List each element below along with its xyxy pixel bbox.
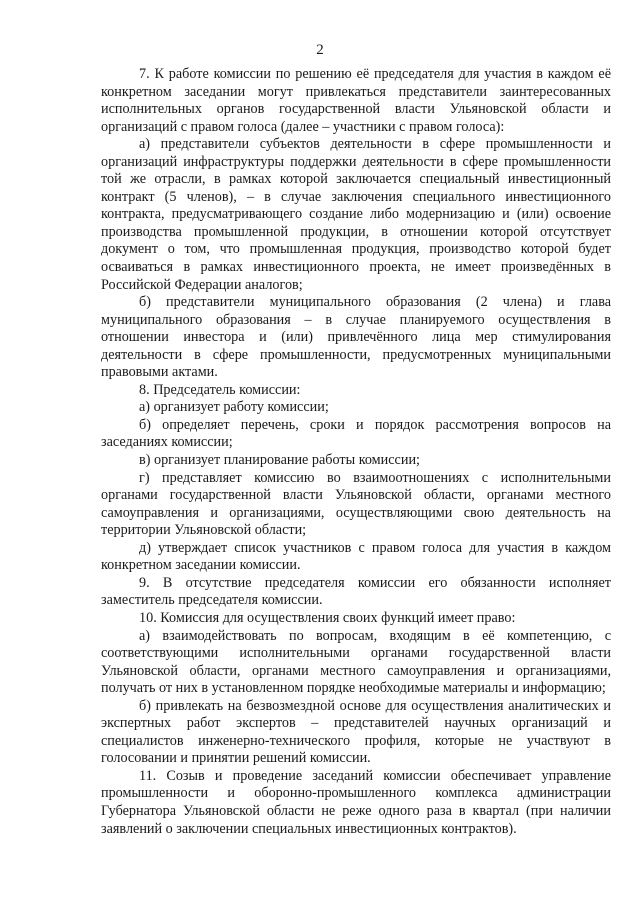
paragraph-7b: б) представители муниципального образования (2 члена) и глава муниципального образования – в случае планируемого осуществления в отношении инвестора и (или) привлечённого лица мер стимулирования деятельности в сфере промышленности, предусмотренных муниципальными правовыми актами. [101,294,611,381]
paragraph-9: 9. В отсутствие председателя комиссии его обязанности исполняет заместитель председателя комиссии. [101,574,611,609]
paragraph-8d: г) представляет комиссию во взаимоотношениях с исполнительными органами государственной власти Ульяновской области, органами местного самоуправления и организациями, осуществляющими свою деятельность на территории Ульяновской области; [101,469,611,539]
paragraph-8e: д) утверждает список участников с правом голоса для участия в каждом конкретном заседании комиссии. [101,539,611,574]
paragraph-8c: в) организует планирование работы комиссии; [139,452,420,469]
paragraph-11: 11. Созыв и проведение заседаний комиссии обеспечивает управление промышленности и оборонно-промышленного комплекса администрации Губернатора Ульяновской области не реже одного раза в квартал (при наличии заявлений о заключении специальных инвестиционных контрактов). [101,767,611,837]
paragraph-8a: а) организует работу комиссии; [139,399,329,416]
paragraph-8: 8. Председатель комиссии: [139,381,301,398]
paragraph-10: 10. Комиссия для осуществления своих функций имеет право: [139,609,516,626]
paragraph-8b: б) определяет перечень, сроки и порядок рассмотрения вопросов на заседаниях комиссии; [101,416,611,451]
paragraph-7: 7. К работе комиссии по решению её председателя для участия в каждом её конкретном заседании могут привлекаться представители заинтересованных исполнительных органов государственной власти Ульяновской области и организаций с правом голоса (далее – участники с правом голоса): [101,66,611,135]
document-body [101,66,611,838]
page-number: 2 [316,42,324,58]
paragraph-7a: а) представители субъектов деятельности в сфере промышленности и организаций инфраструктуры поддержки деятельности в сфере промышленности той же отрасли, в рамках которой заключается специальный инвестиционный контракт (5 членов), – в случае заключения специального инвестиционного контракта, предусматривающего создание либо модернизацию и (или) освоение производства промышленной продукции, в отношении которой отсутствует документ о том, что промышленная продукция, производство которой будет осваиваться в рамках инвестиционного проекта, не имеет произведённых в Российской Федерации аналогов; [101,136,611,293]
paragraph-10b: б) привлекать на безвозмездной основе для осуществления аналитических и экспертных работ экспертов – представителей научных организаций и специалистов инженерно-технического профиля, которые не участвуют в голосовании и принятии решений комиссии. [101,697,611,767]
paragraph-10a: а) взаимодействовать по вопросам, входящим в её компетенцию, с соответствующими исполнительными органами государственной власти Ульяновской области, органами местного самоуправления и организациями, получать от них в установленном порядке необходимые материалы и информацию; [101,627,611,697]
